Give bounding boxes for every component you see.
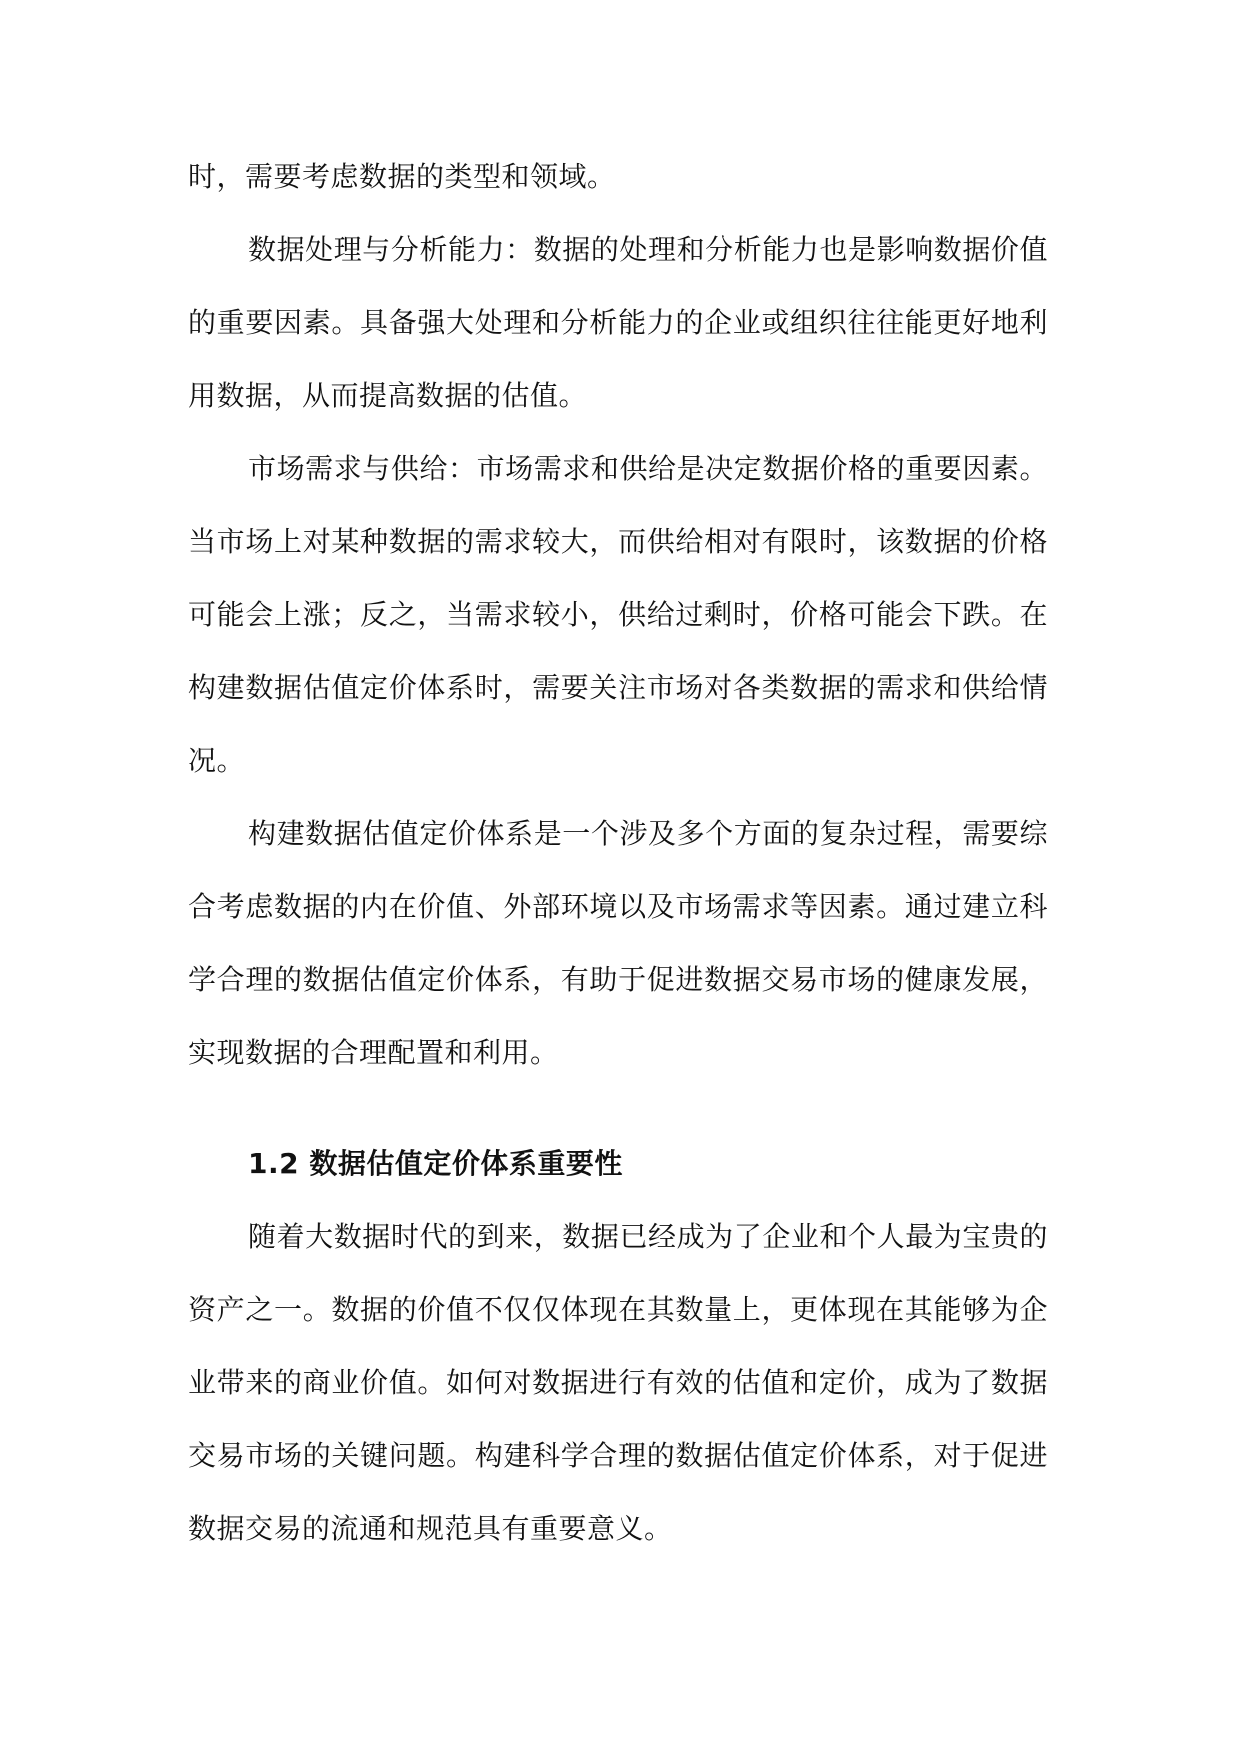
document-page xyxy=(188,140,1048,1565)
section-heading: 1.2 数据估值定价体系重要性 xyxy=(248,1147,623,1180)
paragraph-data-processing: 数据处理与分析能力：数据的处理和分析能力也是影响数据价值的重要因素。具备强大处理和分析能力的企业或组织往往能更好地利用数据，从而提高数据的估值。 xyxy=(188,233,1048,412)
paragraph-market-supply-demand: 市场需求与供给：市场需求和供给是决定数据价格的重要因素。当市场上对某种数据的需求较大，而供给相对有限时，该数据的价格可能会上涨；反之，当需求较小，供给过剩时，价格可能会下跌。在构建数据估值定价体系时，需要关注市场对各类数据的需求和供给情况。 xyxy=(188,452,1048,777)
paragraph-summary: 构建数据估值定价体系是一个涉及多个方面的复杂过程，需要综合考虑数据的内在价值、外部环境以及市场需求等因素。通过建立科学合理的数据估值定价体系，有助于促进数据交易市场的健康发展，实现数据的合理配置和利用。 xyxy=(188,817,1048,1069)
paragraph-importance: 随着大数据时代的到来，数据已经成为了企业和个人最为宝贵的资产之一。数据的价值不仅仅体现在其数量上，更体现在其能够为企业带来的商业价值。如何对数据进行有效的估值和定价，成为了数据交易市场的关键问题。构建科学合理的数据估值定价体系，对于促进数据交易的流通和规范具有重要意义。 xyxy=(188,1220,1048,1545)
paragraph-continuation: 时，需要考虑数据的类型和领域。 xyxy=(188,160,616,193)
